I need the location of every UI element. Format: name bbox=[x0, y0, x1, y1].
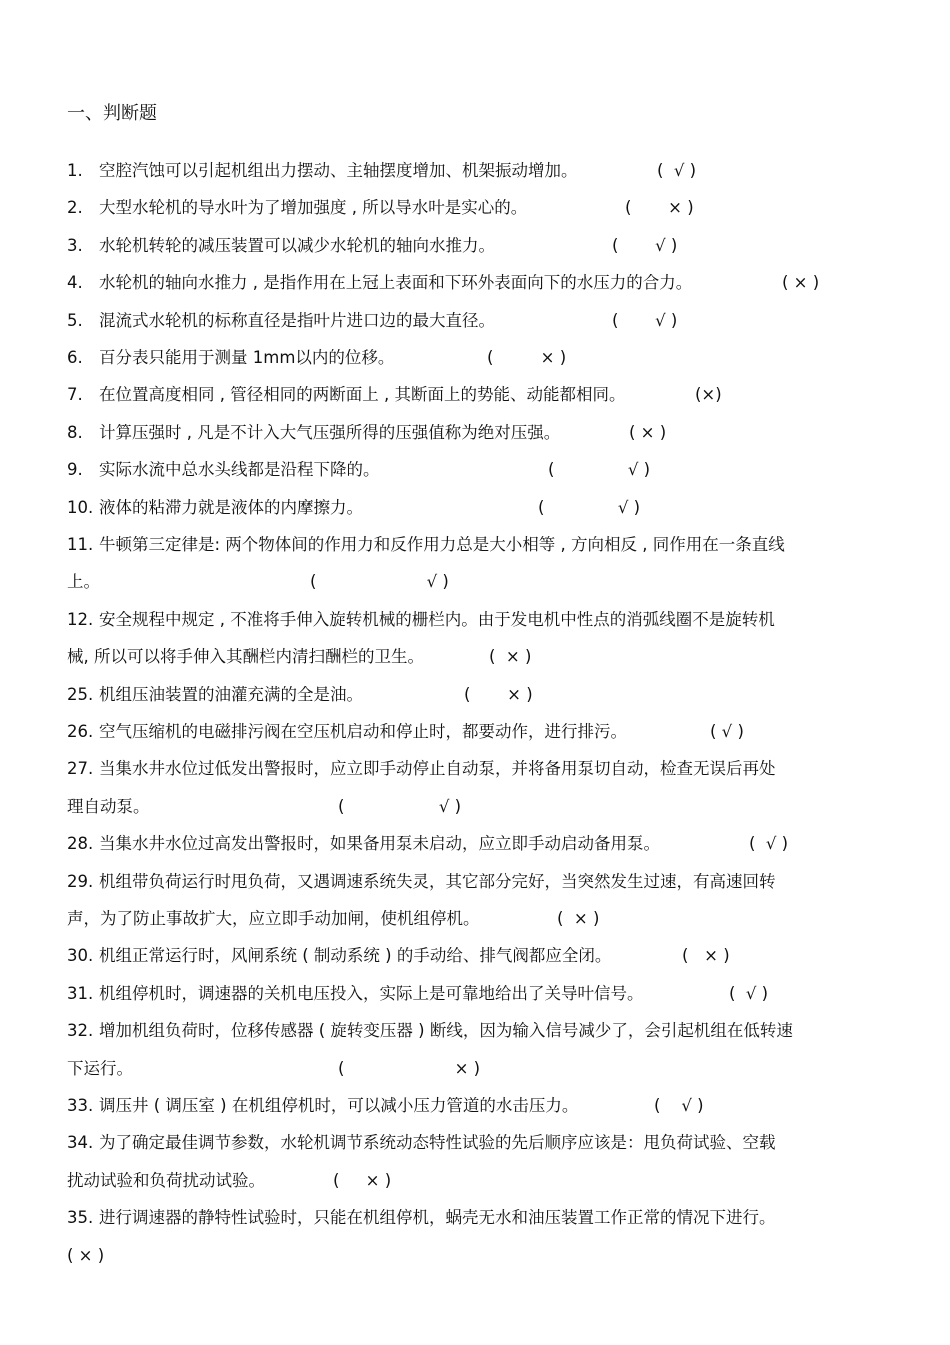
question-number: 11. bbox=[67, 535, 94, 554]
question-line bbox=[67, 346, 887, 370]
question-number: 31. bbox=[67, 983, 94, 1003]
question-line bbox=[67, 608, 887, 632]
question-number: 29. bbox=[67, 871, 94, 891]
answer-mark: (×) bbox=[695, 385, 722, 405]
question-number: 2. bbox=[67, 198, 83, 218]
answer-mark: ( × ) bbox=[782, 273, 820, 293]
question-text: 械, 所以可以将手伸入其酬栏内清扫酬栏的卫生。 bbox=[67, 647, 424, 667]
question-text: 理自动泵。 bbox=[67, 796, 150, 816]
question-text: 空腔汽蚀可以引起机组出力摆动、主轴摆度增加、机架振动增加。 bbox=[99, 161, 578, 180]
question-line-continuation bbox=[67, 1244, 887, 1268]
answer-mark: ( √ ) bbox=[749, 834, 789, 854]
question-text: 混流式水轮机的标称直径是指叶片进口边的最大直径。 bbox=[99, 310, 495, 330]
question-line bbox=[67, 309, 887, 333]
question-number: 25. bbox=[67, 684, 94, 704]
answer-mark: ( × ) bbox=[682, 946, 730, 966]
answer-mark: ( × ) bbox=[557, 909, 600, 928]
answer-mark: ( √ ) bbox=[538, 497, 641, 517]
question-number: 10. bbox=[67, 497, 94, 517]
question-line bbox=[67, 383, 887, 407]
question-line bbox=[67, 870, 887, 894]
question-text: 当集水井水位过高发出警报时，如果备用泵未启动，应立即手动启动备用泵。 bbox=[99, 834, 660, 854]
question-text: 为了确定最佳调节参数，水轮机调节系统动态特性试验的先后顺序应该是：甩负荷试验、空载 bbox=[99, 1133, 776, 1153]
question-text: 牛顿第三定律是: 两个物体间的作用力和反作用力总是大小相等 , 方向相反 , 同作用在一条直线 bbox=[99, 535, 785, 554]
question-number: 5. bbox=[67, 310, 83, 330]
question-text: 进行调速器的静特性试验时，只能在机组停机，蜗壳无水和油压装置工作正常的情况下进行。 bbox=[99, 1208, 776, 1228]
question-text: 大型水轮机的导水叶为了增加强度 , 所以导水叶是实心的。 bbox=[99, 198, 528, 218]
question-line bbox=[67, 421, 887, 445]
question-text: 下运行。 bbox=[67, 1058, 133, 1078]
question-number: 4. bbox=[67, 273, 83, 293]
question-line bbox=[67, 1094, 887, 1118]
question-number: 7. bbox=[67, 385, 83, 405]
question-text: 实际水流中总水头线都是沿程下降的。 bbox=[99, 460, 380, 480]
answer-mark: ( √ ) bbox=[710, 722, 744, 741]
question-number: 26. bbox=[67, 722, 94, 741]
answer-mark: ( × ) bbox=[625, 198, 694, 218]
question-number: 28. bbox=[67, 834, 94, 854]
question-line bbox=[67, 1131, 887, 1155]
question-text: 上。 bbox=[67, 572, 100, 592]
question-line bbox=[67, 720, 887, 744]
question-line-continuation bbox=[67, 570, 887, 594]
answer-mark: ( √ ) bbox=[657, 161, 697, 180]
question-text: 当集水井水位过低发出警报时，应立即手动停止自动泵，并将备用泵切自动，检查无误后再处 bbox=[99, 759, 776, 779]
question-text: 百分表只能用于测量 1mm以内的位移。 bbox=[99, 348, 395, 367]
question-number: 3. bbox=[67, 235, 83, 255]
question-text: 计算压强时 , 凡是不计入大气压强所得的压强值称为绝对压强。 bbox=[99, 422, 561, 442]
answer-mark: ( × ) bbox=[629, 422, 667, 442]
answer-mark: ( √ ) bbox=[548, 460, 651, 480]
answer-mark: ( × ) bbox=[67, 1245, 105, 1265]
answer-mark: ( √ ) bbox=[310, 572, 449, 592]
question-line bbox=[67, 271, 887, 295]
question-text: 液体的粘滞力就是液体的内摩擦力。 bbox=[99, 497, 363, 517]
question-text: 安全规程中规定 , 不准将手伸入旋转机械的栅栏内。由于发电机中性点的消弧线圈不是旋转机 bbox=[99, 609, 775, 629]
answer-mark: ( × ) bbox=[333, 1170, 392, 1190]
answer-mark: ( √ ) bbox=[729, 983, 769, 1003]
question-number: 34. bbox=[67, 1133, 94, 1153]
question-text: 水轮机的轴向水推力 , 是指作用在上冠上表面和下环外表面向下的水压力的合力。 bbox=[99, 273, 693, 293]
question-number: 6. bbox=[67, 348, 83, 367]
answer-mark: ( × ) bbox=[487, 348, 567, 367]
question-number: 1. bbox=[67, 161, 83, 180]
question-line bbox=[67, 1206, 887, 1230]
question-number: 30. bbox=[67, 946, 94, 966]
question-text: 机组带负荷运行时甩负荷，又遇调速系统失灵，其它部分完好，当突然发生过速，有高速回转 bbox=[99, 871, 776, 891]
question-line bbox=[67, 496, 887, 520]
question-line bbox=[67, 1019, 887, 1043]
question-text: 机组正常运行时，风闸系统 ( 制动系统 ) 的手动给、排气阀都应全闭。 bbox=[99, 946, 612, 966]
question-line-continuation bbox=[67, 1057, 887, 1081]
question-text: 水轮机转轮的减压装置可以减少水轮机的轴向水推力。 bbox=[99, 235, 495, 255]
question-line-continuation bbox=[67, 907, 887, 931]
question-text: 增加机组负荷时，位移传感器 ( 旋转变压器 ) 断线，因为输入信号减少了，会引起机组在低转速 bbox=[99, 1021, 793, 1041]
question-text: 空气压缩机的电磁排污阀在空压机启动和停止时，都要动作，进行排污。 bbox=[99, 722, 627, 741]
question-number: 33. bbox=[67, 1096, 94, 1115]
question-text: 声，为了防止事故扩大，应立即手动加闸，使机组停机。 bbox=[67, 909, 480, 928]
question-text: 机组压油装置的油灌充满的全是油。 bbox=[99, 684, 363, 704]
question-number: 12. bbox=[67, 609, 94, 629]
question-line bbox=[67, 234, 887, 258]
question-number: 27. bbox=[67, 759, 94, 779]
answer-mark: ( × ) bbox=[338, 1058, 481, 1078]
question-line bbox=[67, 832, 887, 856]
answer-mark: ( √ ) bbox=[338, 796, 462, 816]
question-line bbox=[67, 458, 887, 482]
question-text: 机组停机时，调速器的关机电压投入，实际上是可靠地给出了关导叶信号。 bbox=[99, 983, 644, 1003]
question-number: 8. bbox=[67, 422, 83, 442]
question-line bbox=[67, 944, 887, 968]
question-line bbox=[67, 159, 887, 183]
answer-mark: ( √ ) bbox=[654, 1096, 704, 1115]
section-title: 一、判断题 bbox=[67, 103, 157, 124]
answer-mark: ( × ) bbox=[464, 684, 533, 704]
question-line-continuation bbox=[67, 645, 887, 669]
question-text: 调压井 ( 调压室 ) 在机组停机时，可以减小压力管道的水击压力。 bbox=[99, 1096, 579, 1115]
question-line bbox=[67, 196, 887, 220]
question-number: 9. bbox=[67, 460, 83, 480]
question-text: 扰动试验和负荷扰动试验。 bbox=[67, 1170, 265, 1190]
question-number: 35. bbox=[67, 1208, 94, 1228]
answer-mark: ( √ ) bbox=[612, 235, 678, 255]
question-line bbox=[67, 757, 887, 781]
question-line bbox=[67, 982, 887, 1006]
question-text: 在位置高度相同 , 管径相同的两断面上 , 其断面上的势能、动能都相同。 bbox=[99, 385, 626, 405]
question-line bbox=[67, 683, 887, 707]
answer-mark: ( √ ) bbox=[612, 310, 678, 330]
answer-mark: ( × ) bbox=[489, 647, 532, 667]
question-number: 32. bbox=[67, 1021, 94, 1041]
question-line-continuation bbox=[67, 795, 887, 819]
question-line-continuation bbox=[67, 1169, 887, 1193]
question-line bbox=[67, 533, 887, 557]
